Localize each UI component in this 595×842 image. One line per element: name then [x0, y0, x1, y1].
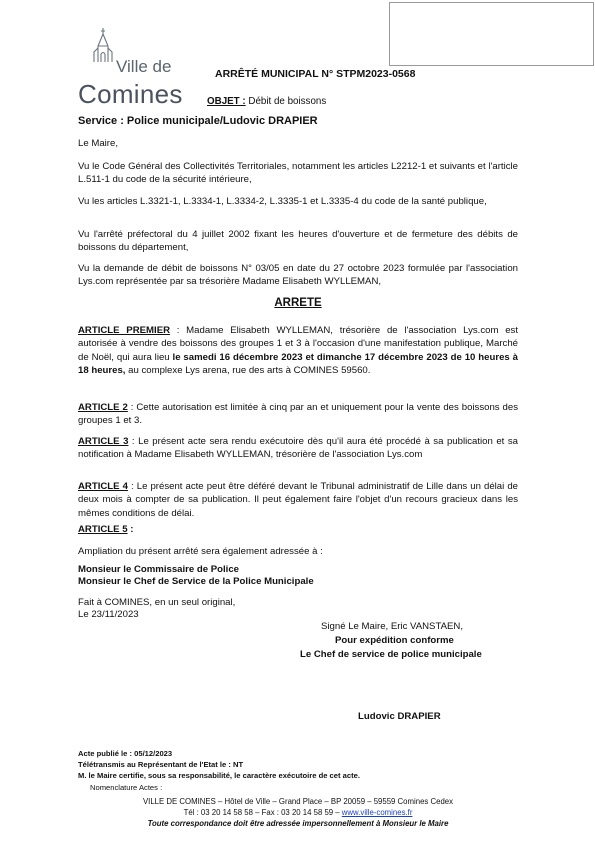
vu-arrete-prefectoral: Vu l'arrêté préfectoral du 4 juillet 2002 fixant les heures d'ouverture et de fermeture des débits de boissons du département, — [78, 229, 518, 254]
phone-fax: Tél : 03 20 14 58 58 – Fax : 03 20 14 58 59 – — [183, 808, 342, 817]
logo-comines-text: Comines — [78, 79, 183, 109]
recipient-chef-service: Monsieur le Chef de Service de la Police Municipale — [78, 576, 314, 587]
logo-ville-text: Ville de — [116, 57, 172, 76]
signatory-name: Ludovic DRAPIER — [358, 711, 441, 722]
vu-demande: Vu la demande de débit de boissons N° 03/05 en date du 27 octobre 2023 formulée par l'association Lys.com représentée par sa trésorière Madame Elisabeth WYLLEMAN, — [78, 263, 518, 288]
church-icon — [88, 28, 118, 62]
article-1-label: ARTICLE PREMIER — [78, 325, 171, 336]
article-2-text: : Cette autorisation est limitée à cinq par an et uniquement pour la vente des boissons des groupes 1 et 3. — [78, 402, 518, 427]
ampliation-line: Ampliation du présent arrêté sera également adressée à : — [78, 546, 323, 557]
article-1 — [78, 324, 518, 377]
fait-a-line: Fait à COMINES, en un seul original, — [78, 597, 236, 608]
article-2-label: ARTICLE 2 — [78, 402, 128, 413]
signe-maire: Signé Le Maire, Eric VANSTAEN, — [321, 621, 463, 632]
article-3 — [78, 435, 518, 462]
correspondence-note: Toute correspondance doit être adressée impersonnellement à Monsieur le Maire — [147, 819, 449, 828]
acte-publie: Acte publié le : 05/12/2023 — [78, 749, 173, 758]
contact-line — [78, 808, 518, 817]
website-link[interactable]: www.ville-comines.fr — [341, 808, 413, 817]
objet-line — [207, 96, 326, 107]
article-3-text: : Le présent acte sera rendu exécutoire dès qu'il aura été procédé à sa publication et sa notification à Madame Elisabeth WYLLEMAN, trésorière de l'association Lys.com — [78, 436, 518, 461]
le-maire: Le Maire, — [78, 138, 118, 149]
objet-label: OBJET : — [207, 96, 246, 107]
article-5-text: : — [127, 524, 134, 535]
article-4 — [78, 480, 518, 520]
article-5 — [78, 523, 518, 536]
document-title: ARRÊTÉ MUNICIPAL N° STPM2023-0568 — [215, 68, 416, 80]
nomenclature: Nomenclature Actes : — [90, 783, 163, 792]
article-4-label: ARTICLE 4 — [78, 481, 128, 492]
stamp-box — [389, 2, 594, 66]
article-2 — [78, 401, 518, 428]
vu-csp: Vu les articles L.3321-1, L.3334-1, L.3334-2, L.3335-1 et L.3335-4 du code de la santé publique, — [78, 196, 487, 207]
expedition-conforme: Pour expédition conforme — [335, 635, 454, 646]
article-1-text-b: au complexe Lys arena, rue des arts à COMINES 59560. — [125, 364, 371, 376]
recipient-commissaire: Monsieur le Commissaire de Police — [78, 564, 240, 575]
vu-cgct: Vu le Code Général des Collectivités Territoriales, notamment les articles L2212-1 et suivants et l'article L.511-1 du code de la sécurité intérieure, — [78, 161, 518, 186]
article-5-label: ARTICLE 5 — [78, 524, 128, 535]
service-line: Service : Police municipale/Ludovic DRAPIER — [78, 115, 318, 127]
date-line: Le 23/11/2023 — [78, 609, 139, 620]
city-logo — [78, 28, 196, 110]
certification: M. le Maire certifie, sous sa responsabilité, le caractère exécutoire de cet acte. — [78, 771, 360, 780]
arrete-heading: ARRETE — [274, 297, 322, 309]
objet-text: Débit de boissons — [245, 96, 327, 107]
article-1-dates: le samedi 16 décembre 2023 et dimanche 17 décembre 2023 de 10 heures à 18 heures, — [78, 351, 518, 376]
article-1-text-a: : Madame Elisabeth WYLLEMAN, trésorière de l'association Lys.com est autorisée à vendre des boissons des groupes 1 et 3 à l'occasion d'une manifestation publique, Marché de Noël, qui aura lieu — [78, 325, 518, 363]
address-line: VILLE DE COMINES – Hôtel de Ville – Grand Place – BP 20059 – 59559 Comines Cedex — [142, 797, 454, 806]
chef-service-title: Le Chef de service de police municipale — [300, 649, 482, 660]
teletransmis: Télétransmis au Représentant de l'Etat le : NT — [78, 760, 244, 769]
article-4-text: : Le présent acte peut être déféré devant le Tribunal administratif de Lille dans un délai de deux mois à compter de sa publication. Il peut également faire l'objet d'un recours gracieux dans les mêmes conditions de délai. — [78, 481, 518, 519]
article-3-label: ARTICLE 3 — [78, 436, 129, 447]
